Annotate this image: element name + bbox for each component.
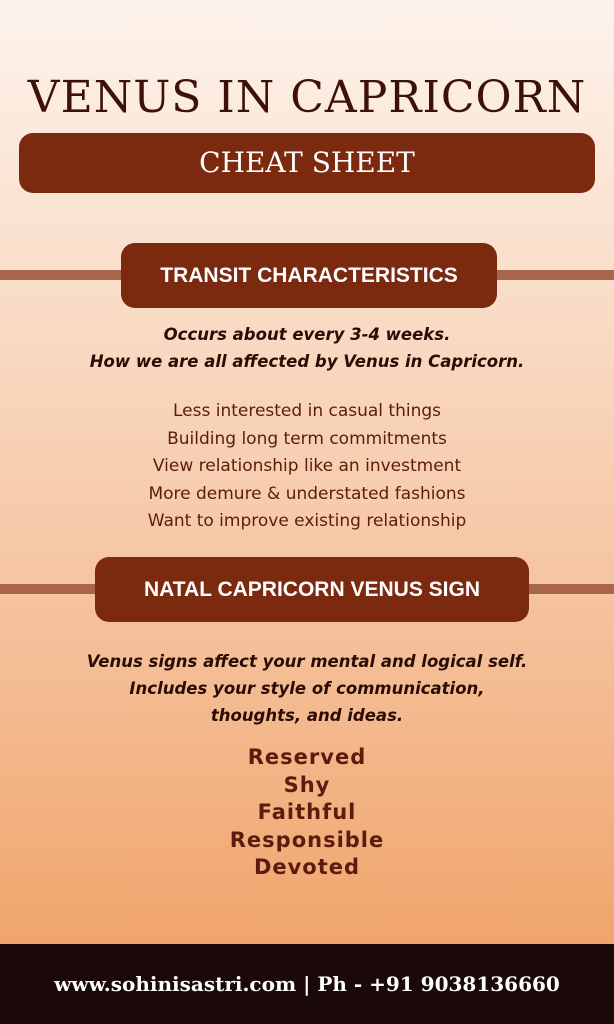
trait-item: Devoted [253,855,361,879]
natal-intro-line: thoughts, and ideas. [210,706,404,725]
transit-item: View relationship like an investment [152,456,462,476]
trait-item: Faithful [257,800,357,824]
natal-intro-line: Includes your style of communication, [129,679,485,698]
contact-footer: www.sohinisastri.com | Ph - +91 9038136660 [0,944,614,1024]
trait-item: Responsible [229,827,385,852]
transit-intro [0,321,614,375]
transit-item: Building long term commitments [167,428,447,449]
transit-heading: TRANSIT CHARACTERISTICS [121,243,497,308]
natal-intro [0,648,614,729]
transit-intro-line: Occurs about every 3-4 weeks. [163,325,451,344]
transit-list [0,398,614,536]
transit-intro-line: How we are all affected by Venus in Capricorn. [89,352,525,371]
trait-item: Shy [283,772,331,797]
transit-item: More demure & understated fashions [148,483,466,504]
transit-item: Want to improve existing relationship [147,511,467,531]
cheat-sheet-banner: CHEAT SHEET [19,133,595,193]
page-title: VENUS IN CAPRICORN [27,72,587,123]
trait-item: Reserved [247,745,367,769]
natal-heading: NATAL CAPRICORN VENUS SIGN [95,557,529,622]
natal-intro-line: Venus signs affect your mental and logical self. [86,652,528,671]
traits-list [0,744,614,882]
transit-item: Less interested in casual things [172,401,442,421]
